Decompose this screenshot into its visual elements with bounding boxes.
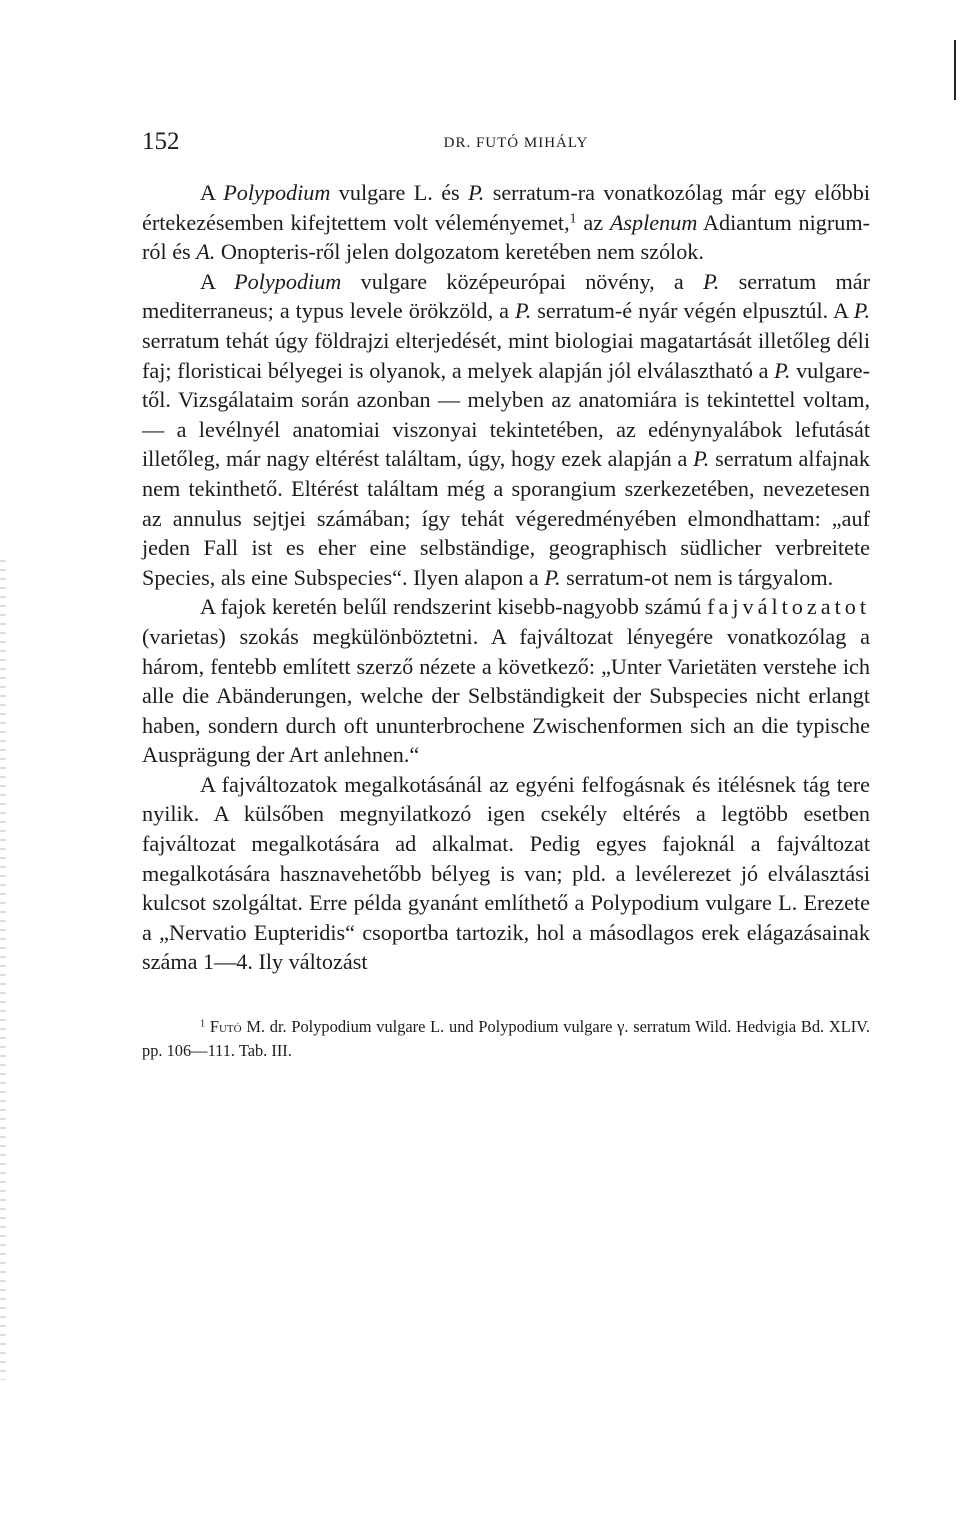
text-run: vulgare középeurópai növény, a bbox=[341, 268, 704, 294]
footnote-1 bbox=[142, 1015, 870, 1063]
italic-genus: A. bbox=[196, 239, 216, 265]
text-run: A fajok keretén belűl rendszerint kisebb-nagyobb számú bbox=[200, 594, 708, 620]
page-number: 152 bbox=[142, 128, 180, 155]
text-run: A bbox=[200, 180, 224, 205]
scan-artifact-right bbox=[954, 40, 956, 100]
text-run: vulgare L. és bbox=[330, 180, 469, 205]
text-run: serratum alfajnak nem tekinthető. Eltérést találtam még a sporangium szerkezetében, nevezetesen az annulus sejtjei számában; így tehát végeredményében elmondhattam: „auf jeden Fall ist es eher eine selbständige, geographisch südlicher verbreitete Species, als eine Subspecies“. Ilyen alapon a bbox=[142, 446, 871, 590]
text-run: A fajváltozatok megalkotásánál az egyéni felfogásnak és itélésnek tág tere nyilik. A külsőben megnyilatkozó igen csekély eltérés a legtöbb esetben fajváltozat megalkotására ad alkalmat. Pedig egyes fajoknál a fajváltozat megalkotására hasznavehetőbb bélyeg is van; pld. a levélerezet jó elválasztási kulcsot szolgáltat. Erre példa gyanánt említhető a Polypodium vulgare L. Erezete a „Nervatio Eupteridis“ csoportba tartozik, hol a másodlagos erek elágazásainak száma 1—4. Ily változást bbox=[142, 771, 870, 975]
text-run: serratum-ot nem is tárgyalom. bbox=[560, 564, 834, 590]
footnotes bbox=[142, 1015, 870, 1063]
italic-genus: Polypodium bbox=[234, 268, 342, 294]
paragraph-1 bbox=[142, 178, 870, 267]
text-run: A bbox=[200, 268, 235, 294]
paragraph-4 bbox=[142, 770, 870, 977]
scan-artifact-left bbox=[0, 560, 6, 1380]
italic-genus: P. bbox=[853, 298, 870, 324]
text-run: Adiantum nigrum-ról és bbox=[142, 209, 870, 265]
italic-genus: P. bbox=[468, 180, 485, 205]
footnote-ref: 1 bbox=[569, 210, 577, 226]
text-run: vulgare-től. Vizsgálataim során azonban — melyben az anatomiára is tekintettel voltam, — a levélnyél anatomiai viszonyai tekintetében, az edénynyalábok lefutását illetőleg, már nagy eltérést találtam, úgy, hogy ezek alapján a bbox=[142, 357, 870, 472]
paragraph-3 bbox=[142, 592, 870, 770]
paragraph-2 bbox=[142, 267, 870, 593]
footnote-author: Futó bbox=[209, 1017, 242, 1037]
italic-genus: P. bbox=[774, 357, 791, 383]
body-text bbox=[142, 178, 870, 977]
italic-genus: P. bbox=[703, 268, 720, 294]
spaced-term: fajváltozatot bbox=[707, 594, 870, 620]
text-run: serratum-ra vonatkozólag már egy előbbi értekezésemben kifejtettem volt véleményemet, bbox=[142, 180, 870, 235]
running-head-title: DR. FUTÓ MIHÁLY bbox=[443, 135, 589, 151]
text-run: (varietas) szokás megkülönböztetni. A fajváltozat lényegére vonatkozólag a három, fentebb említett szerző nézete a következő: „Unter Varietäten verstehe ich alle die Abänderungen, welche der Selbständigkeit der Subspecies nicht erlangt haben, sondern durch oft ununterbrochene Zwischenformen sich an die typische Ausprägung der Art anlehnen.“ bbox=[142, 623, 870, 768]
text-run: az bbox=[576, 209, 610, 235]
italic-genus: Asplenum bbox=[609, 209, 698, 235]
italic-genus: P. bbox=[693, 446, 710, 472]
page bbox=[142, 128, 870, 1063]
text-run: serratum-é nyár végén elpusztúl. A bbox=[531, 298, 854, 324]
italic-genus: P. bbox=[515, 298, 532, 324]
text-run: Onopteris-ről jelen dolgozatom keretében nem szólok. bbox=[215, 239, 704, 265]
footnote-text: M. dr. Polypodium vulgare L. und Polypodium vulgare γ. serratum Wild. Hedvigia Bd. XLIV. pp. 106—111. Tab. III. bbox=[142, 1017, 870, 1061]
running-head bbox=[142, 128, 870, 168]
italic-genus: P. bbox=[544, 564, 561, 590]
text-run: serratum már mediterraneus; a typus levele örökzöld, a bbox=[142, 268, 870, 324]
italic-genus: Polypodium bbox=[223, 180, 331, 205]
text-run: serratum tehát úgy földrajzi elterjedését, mint biologiai magatartását illetőleg déli faj; floristicai bélyegei is olyanok, a melyek alapján jól elválasztható a bbox=[142, 327, 870, 383]
footnote-marker: 1 bbox=[200, 1018, 206, 1030]
